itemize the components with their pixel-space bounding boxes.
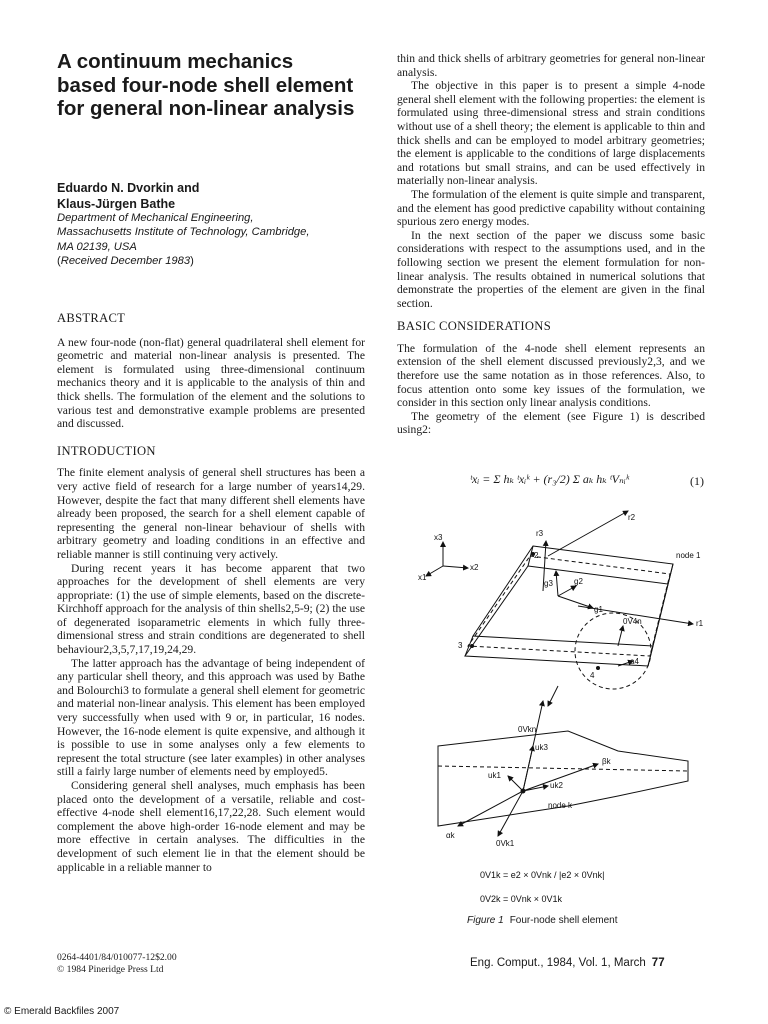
affil-dept: Department of Mechanical Engineering, [57, 212, 254, 224]
fig-label-v4n: 0V4n [623, 617, 642, 626]
fig-label-nodek: node k [548, 801, 573, 810]
fig-label-x3: x3 [434, 533, 443, 542]
footer-code: 0264-4401/84/010077-12$2.00 [57, 952, 177, 963]
intro-paragraph-4: Considering general shell analyses, much emphasis has been placed onto the development of a versatile, reliable and cost-effective 4-node shell element16,17,22,28. Such element would complement the above high-order 16-node element and may be more effective in certain analyses. The difficulties in the development of such element lie in that the element should be applicable in a reliable manner to [57, 779, 365, 874]
fig-label-node3: 3 [458, 641, 463, 650]
fig-label-beta: βk [602, 757, 611, 766]
left-column [57, 312, 365, 874]
right-paragraph-5: The formulation of the 4-node shell element represents an extension of the shell element discussed previously2,3, and we therefore use the same notation as in those references. Also, to focus attention onto some key issues of the formulation, we consider in this section only linear analysis conditions. [397, 341, 705, 410]
fig-label-a4: a4 [630, 657, 639, 666]
received-date: (Received December 1983) [57, 255, 194, 268]
right-paragraph-6: The geometry of the element (see Figure 1) is described using2: [397, 409, 705, 437]
figure-caption-label: Figure 1 [467, 915, 504, 926]
fig-label-x2: x2 [470, 563, 479, 572]
paper-title: A continuum mechanics based four-node shell element for general non-linear analysis [57, 50, 355, 120]
figure-nodes [470, 552, 600, 794]
fig-label-vkn: 0Vkn [518, 725, 537, 734]
basic-considerations-heading: BASIC CONSIDERATIONS [397, 319, 551, 334]
x1-axis [426, 566, 443, 576]
right-column [397, 52, 705, 437]
intro-heading: INTRODUCTION [57, 443, 156, 458]
right-paragraph-2: The objective in this paper is to present a simple 4-node general shell element with the following properties: the element is formulated using three-dimensional stress and strain conditions without use of a shell theory; the element is applicable to thin and thick shells and can be employed to model arbitrary geometries; the element is applicable to the conditions of large displacements and rotations but small strains, and can be used effectively in materially non-linear analysis. [397, 79, 705, 188]
affil-addr: MA 02139, USA [57, 240, 137, 253]
fig-label-u3k: uk3 [535, 743, 548, 752]
footer-journal [470, 957, 665, 969]
fig-label-r1: r1 [696, 619, 704, 628]
detail-pointer [548, 686, 558, 706]
right-paragraph-4: In the next section of the paper we discuss some basic considerations with respect to the assumptions used, and in the following section we present the element formulation for non-linear analysis. The results obtained in numerical solutions that demonstrate the properties of the element are given in the final section. [397, 228, 705, 310]
intro-paragraph-1: The finite element analysis of general shell structures has been a very active field of research for a large number of years14,29. However, despite the fact that many different shell elements have already been proposed, the search for a shell element capable of representing the general non-linear behaviour of shells with arbitrary geometry and loading conditions in an effective and reliable manner is still continuing very actively. [57, 466, 365, 561]
abstract-heading: ABSTRACT [57, 311, 126, 325]
equation-1 [470, 466, 710, 500]
fig-label-g3: g3 [544, 579, 553, 588]
detail-shell [438, 731, 688, 826]
right-paragraph-1: thin and thick shells of arbitrary geometries for general non-linear analysis. [397, 52, 705, 79]
copyright-notice: © Emerald Backfiles 2007 [4, 1006, 120, 1017]
author-list [57, 180, 357, 212]
right-paragraph-3: The formulation of the element is quite simple and transparent, and the element has good predictive capability without containing spurious zero energy modes. [397, 187, 705, 229]
fig-label-v1k: 0Vk1 [496, 839, 515, 848]
figure-caption-text: Four-node shell element [509, 915, 618, 926]
four-node-shell-figure [418, 506, 718, 916]
g1-vector [558, 596, 593, 608]
fig-label-alpha: αk [446, 831, 455, 840]
fig-label-node2: 2 [534, 551, 539, 560]
fig-label-g1: g1 [594, 605, 603, 614]
abstract-text: A new four-node (non-flat) general quadrilateral shell element for geometric and material non-linear analysis is presented. The element is formulated using three-dimensional continuum mechanics theory and it is applicable to the analysis of thin and thick shells. The formulation of the element and the solutions to various test and demonstrative example problems are presented and discussed. [57, 335, 365, 431]
footer-press: © 1984 Pineridge Press Ltd [57, 964, 164, 975]
fig-label-x1: x1 [418, 573, 427, 582]
intro-paragraph-2: During recent years it has become apparent that two approaches for the development of shell elements are very appropriate: (1) the use of simple elements, based on the discrete-Kirchhoff approach for the analysis of thin shells2,5-9; (2) the use of degenerated isoparametric elements in which fully three-dimensional stress and strain conditions are degenerated to shell behaviour2,3,5,7,17,19,24,29. [57, 561, 365, 657]
equation-number: (1) [690, 474, 704, 488]
intro-paragraph-3: The latter approach has the advantage of being independent of any particular shell theory, and this approach was used by Bathe and Bolourchi3 to formulate a general shell element for geometric and material non-linear analysis. This element has been employed very successfully when used with 9 or, in particular, 16 nodes. However, the 16-node element is quite expensive, and although it is possible to use in some analyses only a few elements to represent the total structure (see later examples) in other analyses still a fairly large number of elements need by employed5. [57, 656, 365, 779]
fig-label-r3: r3 [536, 529, 544, 538]
journal-citation: Eng. Comput., 1984, Vol. 1, March [470, 957, 646, 969]
g3-vector [556, 571, 558, 596]
u3k-vector [523, 746, 533, 791]
fig-formula-v1: 0V1k = e2 × 0Vnk / |e2 × 0Vnk| [480, 870, 605, 880]
equation-body: ᵗxᵢ = Σ hₖ ᵗxᵢᵏ + (r₃/2) Σ aₖ hₖ ᵗVₙᵢᵏ [470, 472, 630, 486]
fig-formula-v2: 0V2k = 0Vnk × 0V1k [480, 894, 563, 904]
fig-label-node1: node 1 [676, 551, 701, 560]
r2-axis [548, 511, 628, 556]
v4-normal [618, 626, 623, 646]
g2-vector [558, 586, 576, 596]
fig-label-r2: r2 [628, 513, 636, 522]
shell-top-surface [473, 546, 673, 646]
footer-publisher [57, 952, 177, 976]
u1k-vector [508, 776, 523, 791]
author-2: Klaus-Jürgen Bathe [57, 197, 176, 211]
x2-axis [443, 566, 468, 568]
affiliation [57, 211, 367, 269]
fig-label-u2k: uk2 [550, 781, 563, 790]
page-number: 77 [651, 957, 665, 969]
affil-inst: Massachusetts Institute of Technology, Cambridge, [57, 226, 310, 239]
fig-label-node4: 4 [590, 671, 595, 680]
figure-caption [467, 915, 618, 926]
fig-label-u1k: uk1 [488, 771, 501, 780]
fig-label-g2: g2 [574, 577, 583, 586]
author-1: Eduardo N. Dvorkin and [57, 181, 200, 195]
